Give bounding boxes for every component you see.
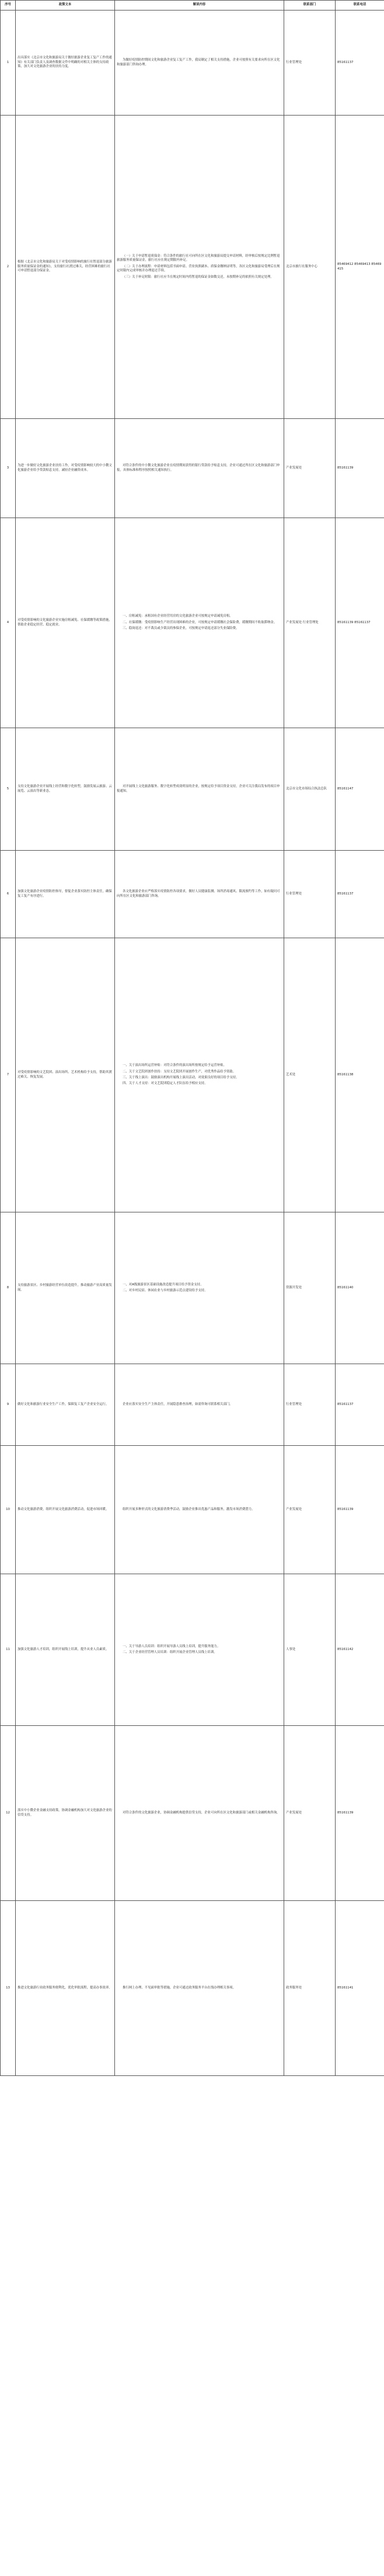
contact-department: 北京市旅行社服务中心 [284, 116, 336, 419]
row-number: 11 [1, 1574, 16, 1726]
contact-phone: 85161139 85161137 [336, 518, 384, 728]
contact-phone: 85469412 85469413 85469415 [336, 116, 384, 419]
contact-phone: 85161139 [336, 1726, 384, 1901]
table-row [1, 1574, 384, 1726]
row-number: 1 [1, 11, 16, 116]
contact-department: 产业发展处 [284, 419, 336, 518]
policy-text: 加强文化旅游企业疫情防控指导，督促企业落实防控主体责任，确保复工复产有序进行。 [16, 851, 115, 938]
interpretation-content [115, 728, 284, 851]
interpretation-paragraph: 对开展线上文化旅游服务、数字化转型成效明显的企业，按规定给予项目资金支持，企业可关注我局发布的项目申报通知。 [117, 785, 280, 793]
contact-phone: 85161138 [336, 938, 384, 1212]
contact-phone: 85161139 [336, 419, 384, 518]
policy-text: 落实中小微企业金融支持政策，协调金融机构加大对文化旅游企业的信贷支持。 [16, 1726, 115, 1901]
row-number: 13 [1, 1901, 16, 2076]
header-interp: 解读内容 [115, 1, 284, 11]
policy-text: 推动文化旅游消费，组织开展文化旅游消费活动，促进市场回暖。 [16, 1446, 115, 1574]
interpretation-paragraph: 各文化旅游企业应严格落实疫情防控各项要求，做好人员健康监测、场所消毒通风、限流预约等工作，如有疑问可向所在区文化和旅游部门咨询。 [117, 890, 280, 898]
interpretation-paragraph: 一、对A级旅游景区基础设施改造提升项目给予资金支持。 [123, 1282, 204, 1287]
contact-department: 资源开发处 [284, 1212, 336, 1364]
interpretation-content [115, 938, 284, 1212]
table-row [1, 11, 384, 116]
table-row [1, 419, 384, 518]
row-number: 2 [1, 116, 16, 419]
interpretation-paragraph: 二、对乡村民宿、休闲农业与乡村旅游示范点建设给予支持。 [123, 1289, 208, 1292]
contact-department: 艺术处 [284, 938, 336, 1212]
interpretation-paragraph: 对符合条件的中小微文化旅游企业在疫情期间获得的银行贷款给予贴息支持，企业可通过所在区文化和旅游部门申报，具体标准和程序按照相关通知执行。 [117, 464, 280, 472]
table-row [1, 116, 384, 419]
interpretation-paragraph: 四、关于人才支持：对文艺院团稳定人才队伍给予相应支持。 [123, 1082, 208, 1086]
contact-phone: 85161140 [336, 1212, 384, 1364]
interpretation-content [115, 1446, 284, 1574]
row-number: 7 [1, 938, 16, 1212]
policy-text: 根据《北京市文化和旅游局关于对受疫情影响的旅行社暂退部分旅游服务质量保证金的通知》，支持旅行社渡过难关，经营困难的旅行社可申请暂退部分保证金。 [16, 116, 115, 419]
row-number: 10 [1, 1446, 16, 1574]
interpretation-paragraph: 三、稳岗返还：对不裁员或少裁员的参保企业，可按规定申请返还部分失业保险费。 [123, 627, 239, 631]
contact-department: 行业管理处 [284, 1364, 336, 1446]
policy-text: 支持文化旅游企业开展线上经营和数字化转型，鼓励发展云旅游、云展览、云演出等新业态。 [16, 728, 115, 851]
table-body [1, 11, 384, 2076]
interpretation-paragraph: （二）关于办理流程：申请材料包括书面申请、营业执照副本、质保金缴纳证明等，各区文化和旅游局受理后在规定时限内完成审核并办理退还手续。 [117, 264, 280, 273]
interpretation-paragraph: 三、关于线上演出：鼓励演出机构开展线上演出活动，对效果良好的项目给予支持。 [123, 1076, 239, 1079]
table-row [1, 851, 384, 938]
interpretation-paragraph: （三）关于补足时限：旅行社应当在规定时间内将暂退的保证金如数交还，未按期补足的依照有关规定处理。 [123, 275, 274, 279]
interpretation-content [115, 851, 284, 938]
interpretation-content [115, 1364, 284, 1446]
interpretation-paragraph: 为做好疫情防控期间文化和旅游企业复工复产工作，我局制定了相关支持措施，企业可按照有关要求向所在区文化和旅游部门咨询办理。 [117, 58, 280, 67]
policy-text: 推进文化旅游行业政务服务便利化，优化审批流程，提高办事效率。 [16, 1901, 115, 2076]
interpretation-content [115, 11, 284, 116]
contact-department: 政务服务处 [284, 1901, 336, 2076]
table-row [1, 1726, 384, 1901]
row-number: 4 [1, 518, 16, 728]
row-number: 9 [1, 1364, 16, 1446]
policy-text: 做好文化和旅游行业安全生产工作，保障复工复产企业安全运行。 [16, 1364, 115, 1446]
policy-text: 出具落实《北京市文化和旅游局关于做好旅游企业复工复产工作的通知》有关部门负责人及调查数据文件中明确的对相关主体的支持政策，加大对文化旅游企业的扶持力度。 [16, 11, 115, 116]
interpretation-paragraph: 一、关于导游人员培训：组织开展导游人员线上培训，提升服务能力。 [123, 1644, 221, 1648]
interpretation-content [115, 1212, 284, 1364]
contact-department: 产业发展处 [284, 1446, 336, 1574]
interpretation-paragraph: 一、房租减免：承租国有企业经营用房的文化旅游企业可按规定申请减免房租。 [123, 614, 233, 618]
table-row [1, 1212, 384, 1364]
interpretation-paragraph: 二、关于文艺院团创作扶持：支持文艺院团开展创作生产，对优秀作品给予资助。 [123, 1069, 236, 1074]
contact-department: 产业发展处 行业管理处 [284, 518, 336, 728]
interpretation-content [115, 518, 284, 728]
policy-text: 支持旅游景区、乡村旅游经营单位改造提升，推动旅游产业高质量发展。 [16, 1212, 115, 1364]
contact-phone: 85161137 [336, 11, 384, 116]
table-row [1, 938, 384, 1212]
header-phone: 联系电话 [336, 1, 384, 11]
contact-department: 行业管理处 [284, 851, 336, 938]
contact-phone: 85161147 [336, 728, 384, 851]
interpretation-content [115, 116, 284, 419]
row-number: 6 [1, 851, 16, 938]
contact-department: 行业管理处 [284, 11, 336, 116]
interpretation-paragraph: 企业应落实安全生产主体责任，开展隐患排查治理，如需咨询可联系相关部门。 [123, 1402, 233, 1406]
interpretation-paragraph: 一、关于演出场所运营补贴：对符合条件的演出场所按规定给予运营补贴。 [123, 1064, 226, 1068]
contact-department: 人事处 [284, 1574, 336, 1726]
contact-phone: 85161137 [336, 1364, 384, 1446]
interpretation-paragraph: 组织开展多种形式的文化旅游消费季活动，鼓励企业推出优惠产品和服务，激发市场消费潜力。 [123, 1507, 255, 1511]
interpretation-paragraph: （一）关于申请暂退质保金：符合条件的旅行社可向所在区文化和旅游局提交申请材料，经审核后按规定比例暂退旅游服务质量保证金，旅行社应在规定期限内补足。 [117, 254, 280, 263]
interpretation-content [115, 1901, 284, 2076]
interpretation-content [115, 419, 284, 518]
row-number: 3 [1, 419, 16, 518]
header-policy: 政策文本 [16, 1, 115, 11]
row-number: 5 [1, 728, 16, 851]
row-number: 12 [1, 1726, 16, 1901]
table-row [1, 518, 384, 728]
contact-phone: 85161142 [336, 1574, 384, 1726]
table-header-row [1, 1, 384, 11]
contact-phone: 85161141 [336, 1901, 384, 2076]
policy-text: 加强文化旅游人才培训，组织开展线上培训，提升从业人员素质。 [16, 1574, 115, 1726]
header-no: 序号 [1, 1, 16, 11]
interpretation-paragraph: 二、社保缓缴：受疫情影响生产经营出现困难的企业，可按规定申请缓缴社会保险费，缓缴期间不收取滞纳金。 [123, 620, 277, 624]
policy-text: 为进一步做好文化旅游企业扶持工作，对受疫情影响较大的中小微文化旅游企业给予贷款贴息支持，减轻企业融资成本。 [16, 419, 115, 518]
contact-department: 产业发展处 [284, 1726, 336, 1901]
table-row [1, 1364, 384, 1446]
contact-phone: 85161137 [336, 851, 384, 938]
policy-text: 对受疫情影响的文化旅游企业实施房租减免、社保缓缴等政策措施，帮助企业稳定经营、稳定就业。 [16, 518, 115, 728]
interpretation-paragraph: 对符合条件的文化旅游企业，协调金融机构提供信贷支持，企业可向所在区文化和旅游部门或相关金融机构咨询。 [123, 1810, 280, 1815]
table-row [1, 728, 384, 851]
interpretation-content [115, 1726, 284, 1901]
contact-department: 北京市文化市场综合执法总队 [284, 728, 336, 851]
row-number: 8 [1, 1212, 16, 1364]
interpretation-content [115, 1574, 284, 1726]
contact-phone: 85161139 [336, 1446, 384, 1574]
interpretation-paragraph: 二、关于企业经营管理人员培训：组织开展企业管理人员线上培训。 [123, 1651, 217, 1654]
table-row [1, 1901, 384, 2076]
interpretation-paragraph: 推行网上办理、不见面审批等措施，企业可通过政务服务平台在线办理相关事项。 [123, 1986, 236, 1990]
policy-text: 对受疫情影响的文艺院团、演出场所、艺术机构给予支持，帮助其渡过难关、恢复发展。 [16, 938, 115, 1212]
header-dept: 联系部门 [284, 1, 336, 11]
table-row [1, 1446, 384, 1574]
